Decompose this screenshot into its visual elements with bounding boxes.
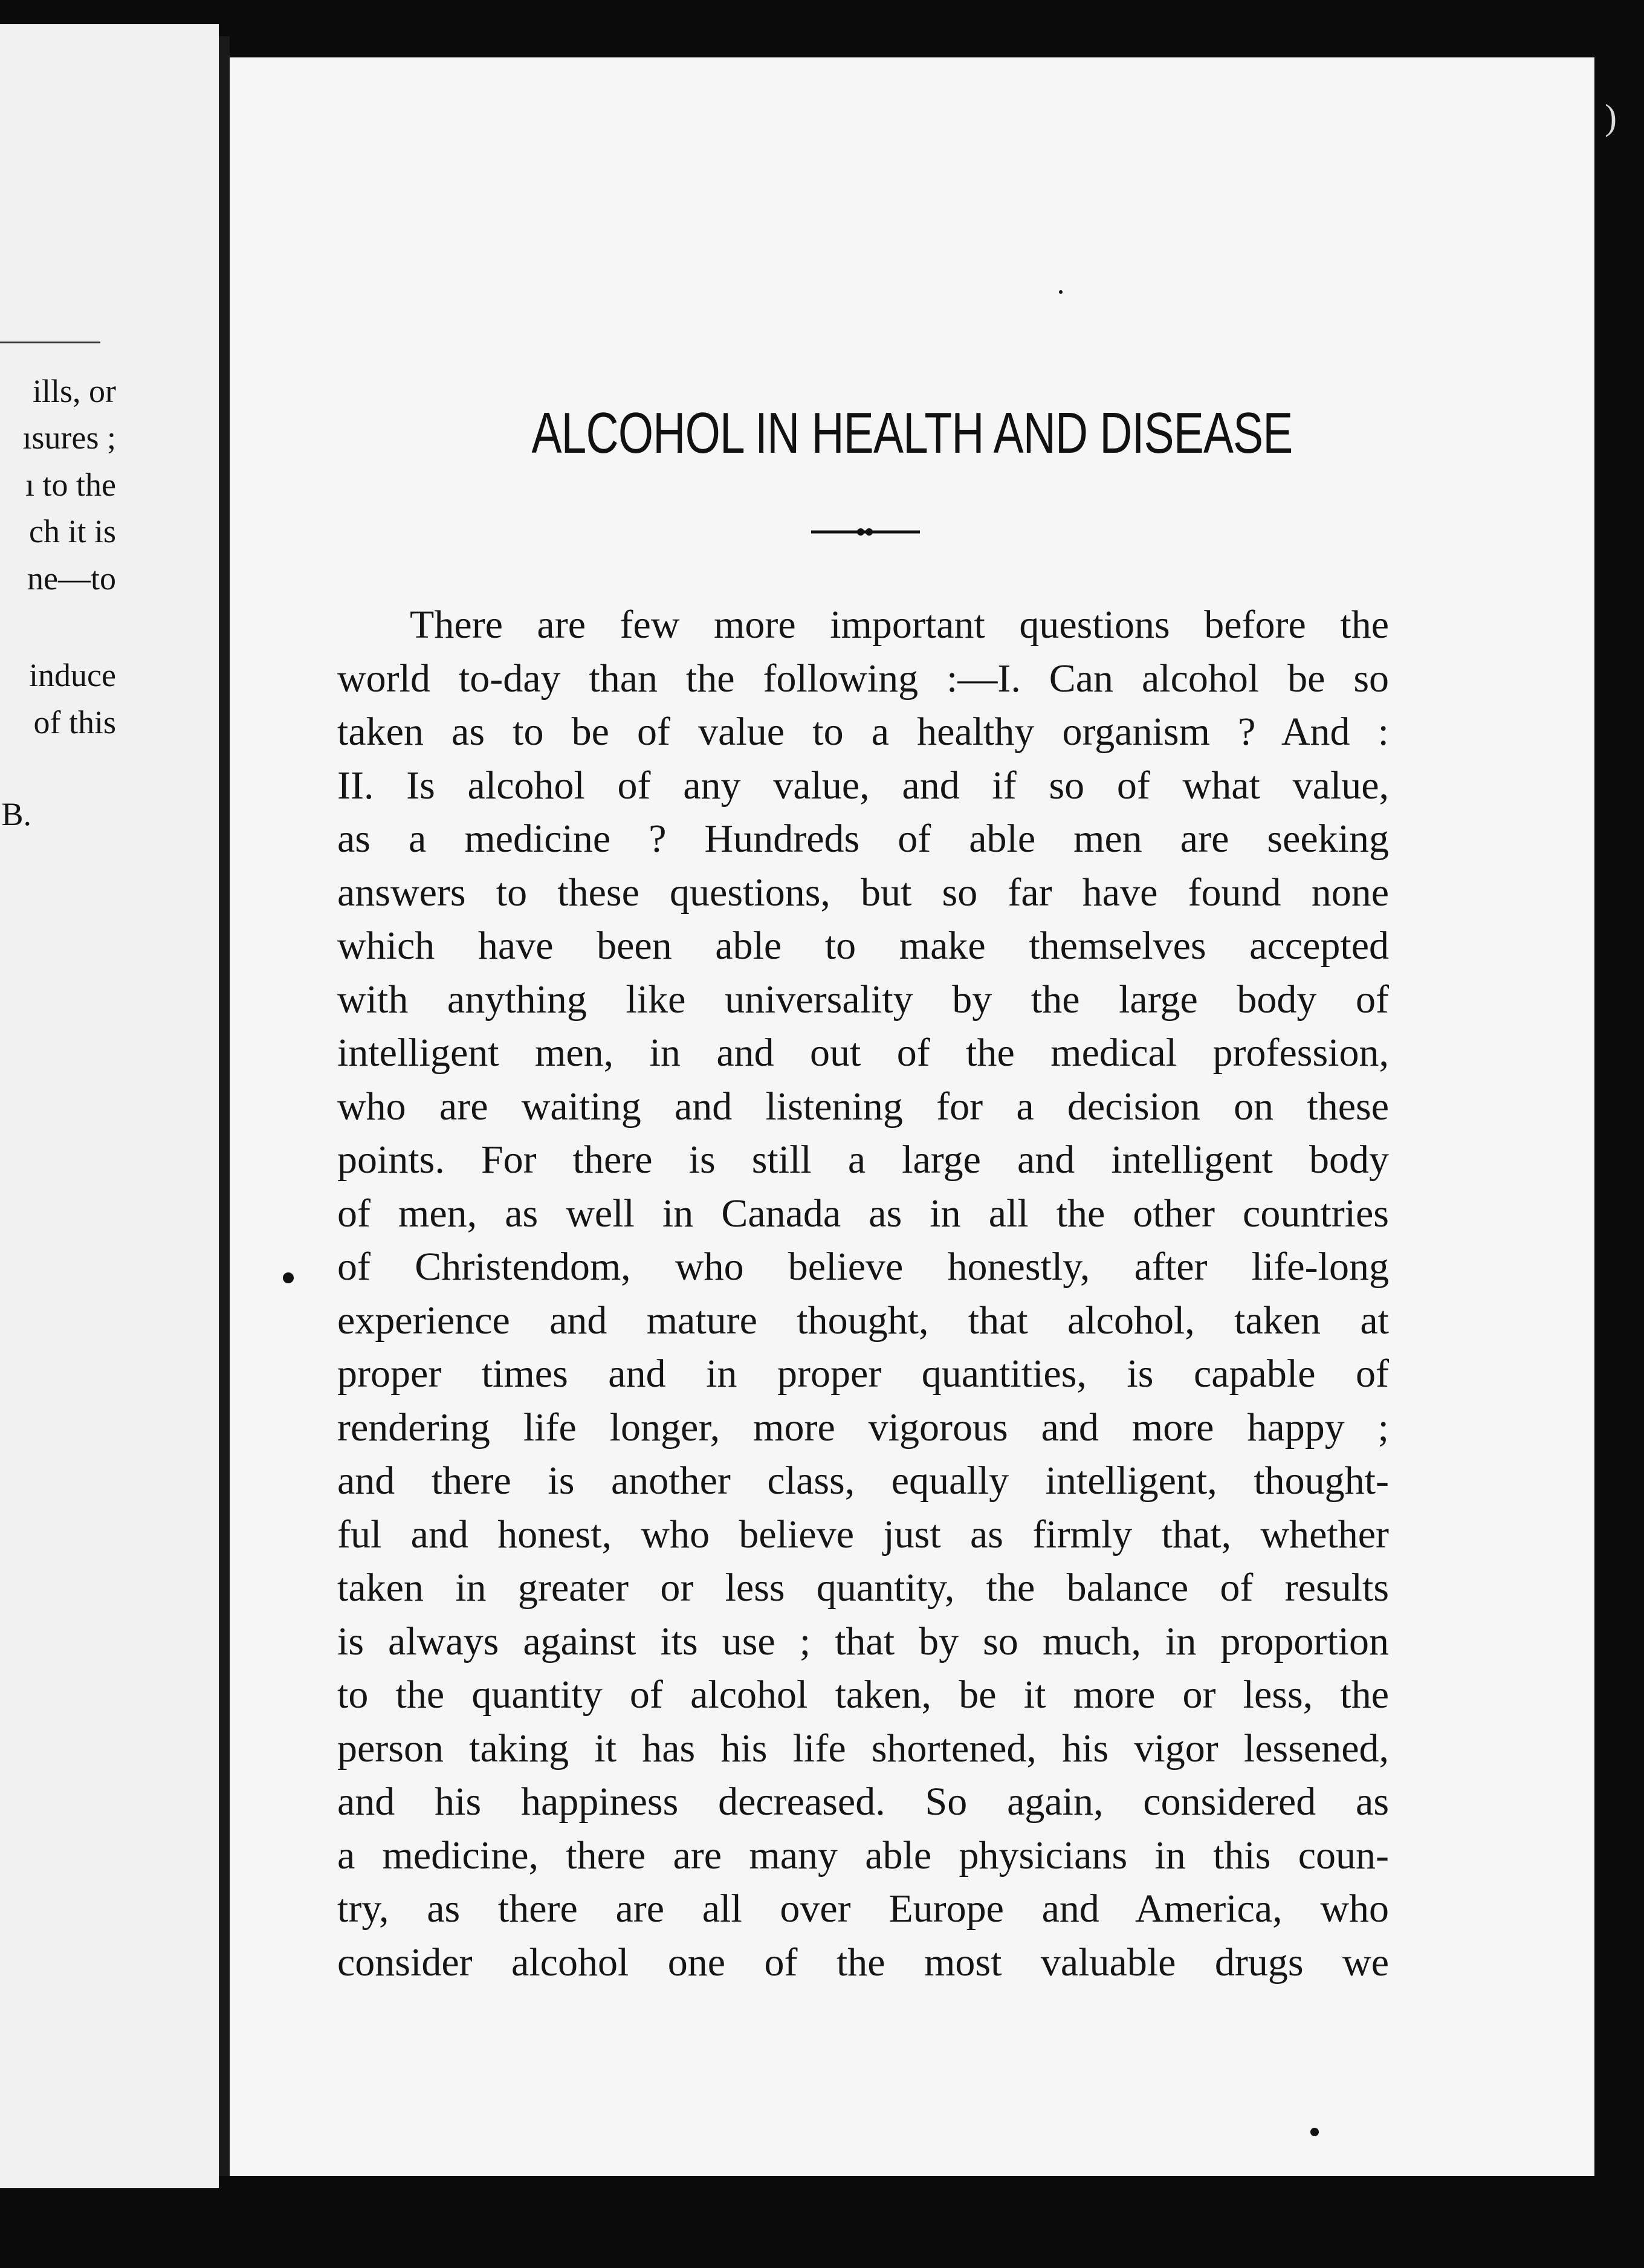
text-line: as a medicine ? Hundreds of able men are seeking [337, 817, 1389, 861]
text-line: try, as there are all over Europe and America, who [337, 1887, 1389, 1931]
text-line: There are few more important questions before the [410, 603, 1389, 647]
ink-speck [1310, 2128, 1319, 2136]
left-page-line: induce [29, 657, 116, 693]
text-line: person taking it has his life shortened, his vigor lessened, [337, 1726, 1389, 1771]
body-paragraph [337, 598, 1389, 1989]
text-line: a medicine, there are many able physicians in this coun- [337, 1833, 1389, 1878]
text-line: to the quantity of alcohol taken, be it more or less, the [337, 1673, 1389, 1717]
ink-speck [1059, 290, 1063, 294]
text-line: ful and honest, who believe just as firmly that, whether [337, 1512, 1389, 1557]
ink-speck [283, 1272, 294, 1283]
text-line: who are waiting and listening for a decision on these [337, 1084, 1389, 1129]
left-page-line: ch it is [29, 513, 116, 549]
text-line: intelligent men, in and out of the medical profession, [337, 1031, 1389, 1075]
text-line: points. For there is still a large and intelligent body [337, 1138, 1389, 1182]
text-line: II. Is alcohol of any value, and if so of what value, [337, 763, 1389, 808]
text-line: of Christendom, who believe honestly, after life-long [337, 1245, 1389, 1289]
left-page-line: ills, or [32, 373, 116, 409]
left-page-line: ı to the [25, 467, 116, 503]
book-page [230, 57, 1594, 2176]
text-line: experience and mature thought, that alcohol, taken at [337, 1298, 1389, 1343]
text-line: with anything like universality by the large body of [337, 977, 1389, 1022]
chapter-title: ALCOHOL IN HEALTH AND DISEASE [531, 401, 1293, 465]
previous-page-fragment [0, 24, 219, 2188]
text-line: consider alcohol one of the most valuable drugs we [337, 1940, 1389, 1984]
text-line: world to-day than the following :—I. Can alcohol be so [337, 656, 1389, 701]
text-line: taken in greater or less quantity, the balance of results [337, 1566, 1389, 1610]
text-line: of men, as well in Canada as in all the other countries [337, 1191, 1389, 1236]
text-line: is always against its use ; that by so much, in proportion [337, 1619, 1389, 1664]
title-ornament [811, 528, 920, 536]
text-line: answers to these questions, but so far have found none [337, 870, 1389, 915]
text-line: and there is another class, equally intelligent, thought- [337, 1459, 1389, 1503]
left-page-line: B. [1, 796, 31, 832]
text-line: and his happiness decreased. So again, considered as [337, 1780, 1389, 1824]
left-page-rule [0, 342, 100, 343]
text-line: taken as to be of value to a healthy organism ? And : [337, 710, 1389, 754]
text-line: rendering life longer, more vigorous and more happy ; [337, 1405, 1389, 1450]
book-gutter [219, 36, 230, 2176]
left-page-line: ne—to [27, 560, 116, 597]
text-line: which have been able to make themselves accepted [337, 924, 1389, 968]
page-edge-mark: ) [1605, 97, 1617, 137]
left-page-line: of this [33, 704, 116, 740]
text-line: proper times and in proper quantities, is capable of [337, 1352, 1389, 1396]
left-page-line: ısures ; [22, 420, 116, 456]
